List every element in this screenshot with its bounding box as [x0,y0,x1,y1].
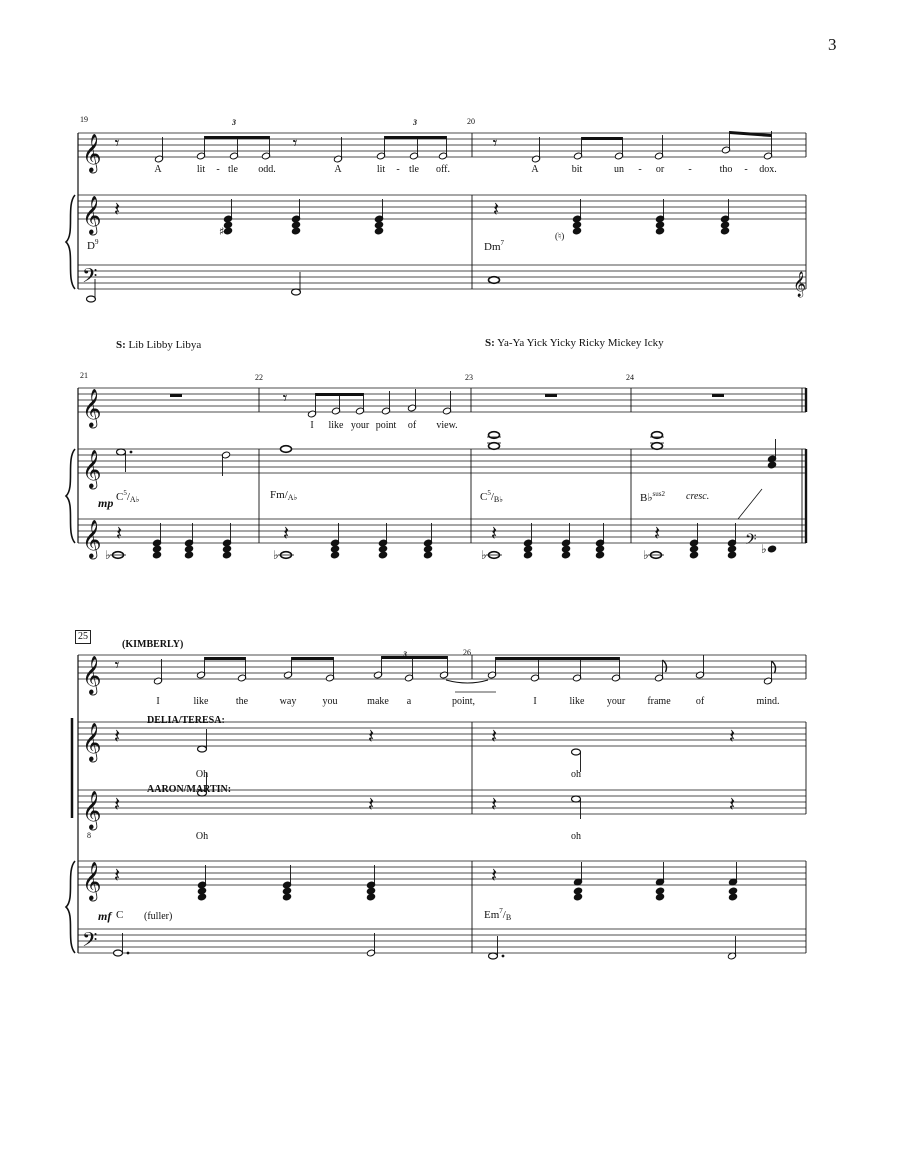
clef-change: 𝄢 [745,531,757,552]
chord-symbol: B♭$^{sus2}$ [640,490,665,504]
tie [446,680,488,683]
lyric: view. [436,420,458,431]
measure-number: 19 [80,115,88,124]
whole-rest [712,394,724,397]
solo-cue-left: S: Lib Libby Libya [116,339,202,351]
chord-notehead [374,227,383,235]
lyric: I [533,696,537,707]
eighth-rest: 𝄾 [282,388,288,409]
flag [663,660,667,672]
quarter-rest: 𝄽 [113,197,121,221]
chord-notehead [523,551,532,559]
triplet-mark: 3 [232,118,236,127]
lyric: of [695,696,705,707]
lyric: like [193,696,209,707]
measure-number: 24 [626,373,634,382]
quarter-rest: 𝄽 [490,792,498,816]
treble-clef: 𝄞 [82,133,102,172]
half-note [572,796,581,802]
lyric: make [367,696,389,707]
quarter-rest: 𝄽 [115,521,123,545]
bass-clef: 𝄢 [82,928,98,956]
beam [582,137,623,140]
measure-number: 26 [463,648,471,657]
lyric: lit [196,164,206,175]
lyric: way [279,696,297,707]
flat-accidental: ♭ [105,548,111,562]
lyric: tle [228,164,238,175]
lyric: Oh [195,831,209,842]
lyric: tho [719,164,733,175]
beam [205,136,270,139]
chord-notehead [595,551,604,559]
dotted-half-note [489,953,498,959]
lyric: a [406,696,412,707]
measure-number: 20 [467,117,475,126]
chord-symbol: $Em^7/_B$ [484,907,512,922]
dynamic-mark: mp [98,496,114,510]
whole-rest [170,394,182,397]
lyric: I [156,696,160,707]
quarter-rest: 𝄽 [492,197,500,221]
rehearsal-mark: 25 [75,630,91,644]
dot [127,952,130,955]
quarter-rest: 𝄽 [113,792,121,816]
lyric: A [154,164,162,175]
eighth-rest: 𝄾 [114,133,120,154]
lyric: - [216,164,220,175]
beam [205,657,246,660]
chord-notehead [655,893,664,901]
group-label-aaron-martin: AARON/MARTIN: [147,784,232,795]
lyric: mind. [756,696,780,707]
chord-notehead [197,893,206,901]
triplet-mark: 3 [403,650,407,659]
lyric: frame [647,696,671,707]
lyric: oh [571,831,581,842]
lyric: like [569,696,585,707]
group-label-delia-teresa: DELIA/TERESA: [147,715,225,726]
chord-notehead [282,893,291,901]
lyric: Oh [195,769,209,780]
lyric: oh [571,769,581,780]
chord-notehead [184,551,193,559]
solo-cue-right: S: Ya-Ya Yick Yicky Ricky Mickey Icky [485,337,664,349]
chord-notehead [223,227,232,235]
lyric: odd. [258,164,276,175]
lyric: the [235,696,249,707]
lyric: point, [452,696,476,707]
beam [382,656,448,659]
chord-notehead [727,551,736,559]
lyric: A [531,164,539,175]
beam [730,131,772,137]
bass-clef: 𝄢 [82,264,98,292]
lyric: I [310,420,314,431]
lyric: - [396,164,400,175]
chord-symbol: Dm$^7$ [484,239,504,253]
chord-notehead [728,893,737,901]
lyric: - [744,164,748,175]
chord-notehead [561,551,570,559]
chord-symbol: $Fm/_{A♭}$ [270,489,298,502]
flat-accidental: ♭ [481,548,487,562]
chord-notehead [573,893,582,901]
lyric: off. [436,164,450,175]
dotted-half-note [114,950,123,956]
chord-notehead [366,893,375,901]
whole-note [281,446,292,453]
lyric: lit [376,164,386,175]
chord-notehead [655,227,664,235]
treble-clef: 𝄞 [82,449,102,488]
dot [130,451,133,454]
lyric: or [655,164,665,175]
chord-symbol: $D^9$ [87,238,99,252]
chord-notehead [423,551,432,559]
courtesy-accidental: (♮) [555,231,565,241]
triplet-mark: 3 [413,118,417,127]
treble-clef: 𝄞 [82,519,102,558]
chord-notehead [689,551,698,559]
quarter-rest: 𝄽 [728,792,736,816]
measure-number: 23 [465,373,473,382]
lyric: of [407,420,417,431]
treble-clef: 𝄞 [82,722,102,761]
whole-note [652,443,663,450]
chord-notehead [378,551,387,559]
quarter-rest: 𝄽 [367,792,375,816]
page-number: 3 [828,35,837,54]
chord-notehead [572,227,581,235]
half-note [292,289,301,295]
beam [316,393,364,396]
lyric: - [688,164,692,175]
eighth-rest: 𝄾 [114,655,120,676]
lyric: point [375,420,397,431]
whole-note [489,277,500,284]
quarter-rest: 𝄽 [490,724,498,748]
flat-accidental: ♭ [273,548,279,562]
beam [496,657,620,660]
expression-mark: cresc. [686,491,710,502]
measure-number: 21 [80,371,88,380]
chord-symbol: $C^5/_{A♭}$ [116,489,140,504]
chord-notehead [291,227,300,235]
quarter-rest: 𝄽 [367,724,375,748]
cross-staff-line [738,489,762,519]
quarter-rest: 𝄽 [113,724,121,748]
lyric: you [322,696,338,707]
lyric: - [638,164,642,175]
half-note [87,296,96,302]
measure-number: 22 [255,373,263,382]
chord-notehead [767,461,776,469]
piano-brace [66,861,75,953]
treble-clef: 𝄞 [82,388,102,427]
piano-brace [66,449,75,543]
treble-clef: 𝄞 [82,790,102,829]
treble-clef: 𝄞 [82,861,102,900]
solo-name: (KIMBERLY) [122,639,184,650]
lyric: your [606,696,626,707]
lyric: A [334,164,342,175]
clef-change: 𝄞 [793,272,807,297]
notehead [767,545,776,553]
beam [385,136,447,139]
chord-symbol: C [116,909,124,921]
sharp-accidental: ♯ [219,225,225,238]
whole-note [489,443,500,450]
half-note [198,746,207,752]
quarter-rest: 𝄽 [728,724,736,748]
quarter-rest: 𝄽 [113,863,121,887]
lyric: like [328,420,344,431]
lyric: dox. [759,164,777,175]
treble-clef: 𝄞 [82,655,102,694]
half-note [572,749,581,755]
flat-accidental: ♭ [761,542,767,556]
chord-notehead [222,551,231,559]
eighth-rest: 𝄾 [492,133,498,154]
lyric: your [350,420,370,431]
expression-mark: (fuller) [144,911,173,922]
chord-symbol: $C^5/_{B♭}$ [480,489,504,504]
lyric: bit [571,164,583,175]
flat-accidental: ♭ [643,548,649,562]
lyric: un [614,164,624,175]
beam [292,657,334,660]
chord-notehead [152,551,161,559]
quarter-rest: 𝄽 [653,521,661,545]
treble-clef: 𝄞 [82,195,102,234]
dot [502,955,505,958]
eighth-rest: 𝄾 [292,133,298,154]
chord-notehead [330,551,339,559]
whole-rest [545,394,557,397]
quarter-rest: 𝄽 [282,521,290,545]
quarter-rest: 𝄽 [490,521,498,545]
chord-notehead [720,227,729,235]
dynamic-mark: mf [98,909,112,923]
octave-clef-mark: 8 [87,831,91,840]
lyric: tle [409,164,419,175]
dotted-half-note [117,449,126,455]
quarter-rest: 𝄽 [490,863,498,887]
piano-brace [66,195,75,289]
